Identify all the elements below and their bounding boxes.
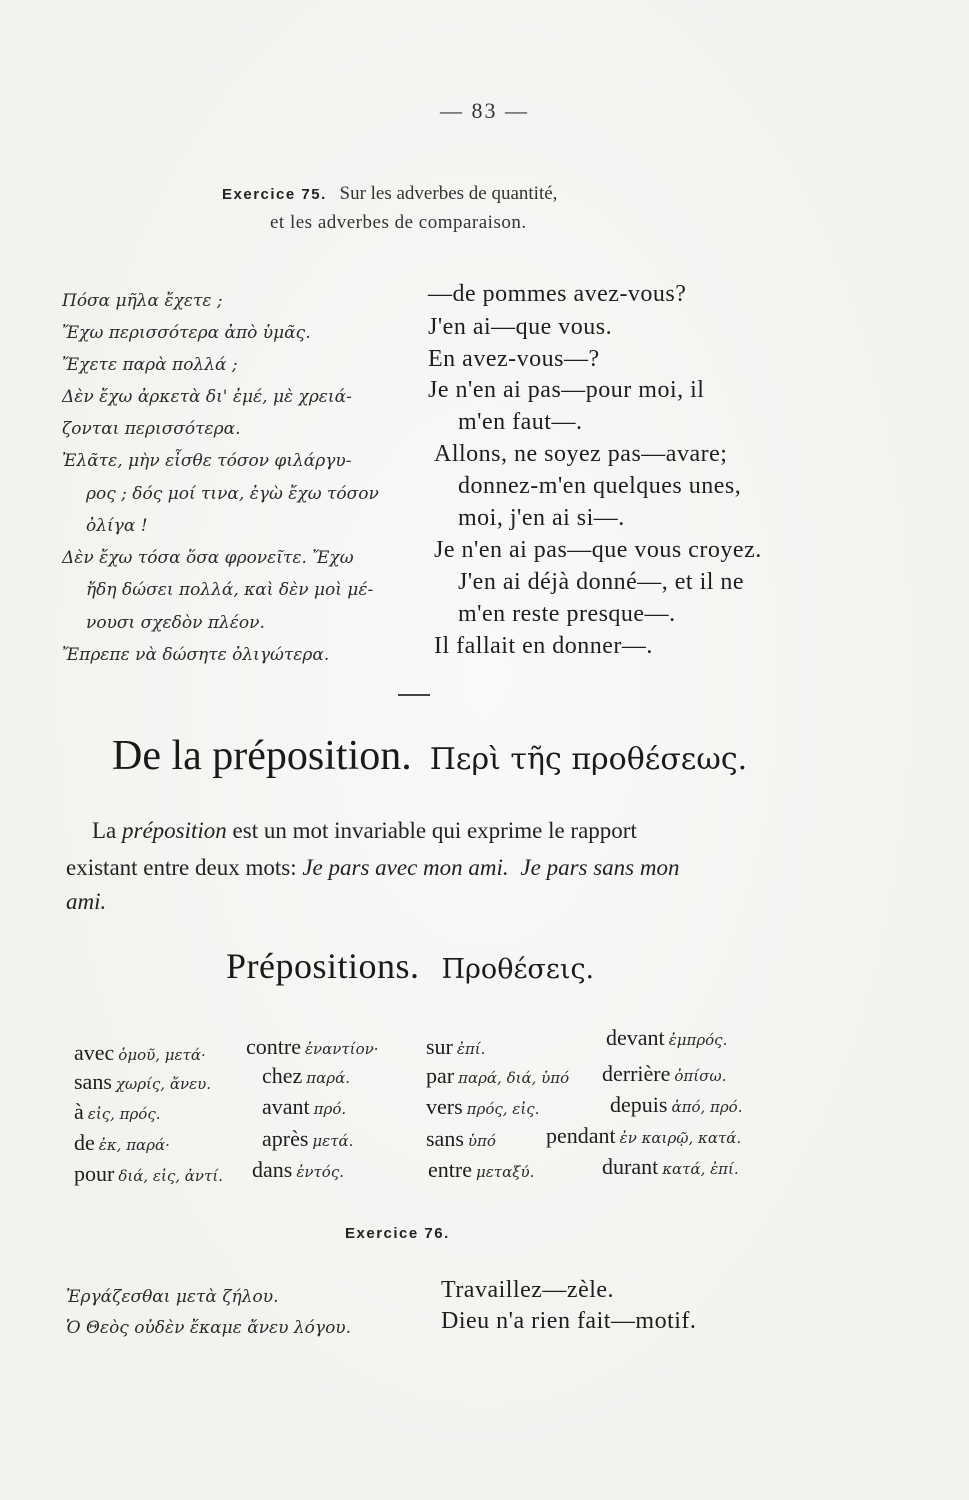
preposition-french: à xyxy=(74,1099,84,1124)
preposition-greek: ὁμοῦ, μετά· xyxy=(118,1046,206,1064)
greek-line: Δὲν ἔχω τόσα ὅσα φρονεῖτε. Ἔχω xyxy=(62,548,354,568)
definition-text: existant entre deux mots: xyxy=(66,855,303,880)
greek-line: ἤδη δώσει πολλά, καὶ δὲν μοὶ μέ- xyxy=(86,580,374,600)
definition-line-3 xyxy=(66,889,106,915)
preposition-french: par xyxy=(426,1063,455,1088)
preposition-entry xyxy=(74,1161,223,1187)
preposition-entry xyxy=(602,1154,739,1180)
preposition-entry xyxy=(610,1092,742,1118)
preposition-french: depuis xyxy=(610,1092,668,1117)
greek-line: Ἔπρεπε νὰ δώσητε ὀλιγώτερα. xyxy=(62,645,330,665)
preposition-greek: μεταξύ. xyxy=(475,1163,535,1181)
french-line: moi, j'en ai si—. xyxy=(458,505,625,531)
prepositions-title-greek: Προθέσεις. xyxy=(441,954,595,985)
preposition-greek: ἀπό, πρό. xyxy=(671,1098,743,1116)
definition-text: est un mot invariable qui exprime le rapport xyxy=(226,818,637,843)
exercise-76-greek-line: Ἐργάζεσθαι μετὰ ζήλου. xyxy=(66,1287,279,1307)
greek-line: Δὲν ἔχω ἀρκετὰ δι' ἐμέ, μὲ χρειά- xyxy=(62,387,352,407)
section-divider xyxy=(398,694,430,696)
preposition-greek: ὀπίσω. xyxy=(674,1067,727,1085)
preposition-french: sur xyxy=(426,1034,453,1059)
greek-line: ὀλίγα ! xyxy=(86,516,148,536)
definition-line-1 xyxy=(92,818,637,844)
french-line: m'en reste presque—. xyxy=(458,601,676,627)
exercise-75-title-line1: Sur les adverbes de quantité, xyxy=(339,183,558,204)
french-line: Allons, ne soyez pas—avare; xyxy=(434,441,728,467)
preposition-french: devant xyxy=(606,1025,665,1050)
preposition-french: de xyxy=(74,1130,95,1155)
section-title xyxy=(112,732,747,780)
preposition-entry xyxy=(74,1069,211,1095)
section-title-greek: Περὶ τῆς προθέσεως. xyxy=(429,742,748,777)
french-line: —de pommes avez-vous? xyxy=(428,281,687,307)
french-line: donnez-m'en quelques unes, xyxy=(458,473,742,499)
greek-line: νουσι σχεδὸν πλέον. xyxy=(86,613,265,633)
exercise-76-label: Exercice 76. xyxy=(345,1225,450,1242)
preposition-entry xyxy=(262,1126,353,1152)
french-line: J'en ai—que vous. xyxy=(428,314,613,340)
preposition-french: avant xyxy=(262,1094,310,1119)
prepositions-title-french: Prépositions. xyxy=(226,946,420,986)
french-line: En avez-vous—? xyxy=(428,346,600,372)
exercise-75-heading xyxy=(222,183,557,205)
preposition-french: pendant xyxy=(546,1123,616,1148)
definition-term: préposition xyxy=(122,818,227,843)
french-line: Je n'en ai pas—que vous croyez. xyxy=(434,537,762,563)
preposition-greek: ἐκ, παρά· xyxy=(98,1136,170,1154)
preposition-entry xyxy=(262,1094,346,1120)
preposition-french: dans xyxy=(252,1157,293,1182)
definition-line-2 xyxy=(66,855,680,881)
preposition-french: chez xyxy=(262,1063,303,1088)
preposition-entry xyxy=(546,1123,741,1149)
preposition-entry xyxy=(252,1157,344,1183)
definition-example: ami. xyxy=(66,889,107,914)
preposition-entry xyxy=(246,1034,378,1060)
preposition-french: contre xyxy=(246,1034,301,1059)
definition-example: Je pars sans mon xyxy=(520,855,680,880)
french-line: m'en faut—. xyxy=(458,409,583,435)
preposition-greek: ἐμπρός. xyxy=(668,1031,728,1049)
definition-example: Je pars avec mon ami. xyxy=(302,855,509,880)
preposition-entry xyxy=(426,1094,539,1120)
preposition-greek: παρά, διά, ὑπό xyxy=(458,1069,570,1087)
preposition-greek: κατά, ἐπί. xyxy=(662,1160,739,1178)
greek-line: Πόσα μῆλα ἔχετε ; xyxy=(62,291,223,311)
preposition-entry xyxy=(602,1061,726,1087)
preposition-entry xyxy=(428,1157,534,1183)
preposition-entry xyxy=(606,1025,727,1051)
greek-line: ζονται περισσότερα. xyxy=(62,419,241,439)
greek-line: Ἔχω περισσότερα ἀπὸ ὑμᾶς. xyxy=(62,323,311,343)
french-line: Il fallait en donner—. xyxy=(434,633,653,659)
preposition-greek: ἐντός. xyxy=(296,1163,344,1181)
preposition-greek: εἰς, πρός. xyxy=(87,1105,161,1123)
preposition-greek: διά, εἰς, ἀντί. xyxy=(118,1167,223,1185)
preposition-french: durant xyxy=(602,1154,659,1179)
preposition-greek: πρό. xyxy=(313,1100,347,1118)
preposition-greek: ἐν καιρῷ, κατά. xyxy=(619,1129,742,1147)
section-title-french: De la préposition. xyxy=(112,733,412,779)
preposition-french: vers xyxy=(426,1094,463,1119)
preposition-entry xyxy=(74,1040,206,1066)
preposition-greek: μετά. xyxy=(312,1132,354,1150)
preposition-french: pour xyxy=(74,1161,115,1186)
preposition-french: avec xyxy=(74,1040,115,1065)
preposition-greek: ὑπό xyxy=(467,1132,496,1150)
preposition-entry xyxy=(74,1130,170,1156)
page-number: — 83 — xyxy=(440,98,529,123)
french-line: J'en ai déjà donné—, et il ne xyxy=(458,569,745,595)
exercise-75-title-line2: et les adverbes de comparaison. xyxy=(270,212,527,233)
preposition-french: après xyxy=(262,1126,309,1151)
preposition-greek: χωρίς, ἄνευ. xyxy=(115,1075,212,1093)
preposition-french: sans xyxy=(426,1126,464,1151)
preposition-greek: πρός, εἰς. xyxy=(466,1100,540,1118)
exercise-75-label: Exercice 75. xyxy=(222,186,327,203)
definition-text: La xyxy=(92,818,123,843)
greek-line: Ἐλᾶτε, μὴν εἶσθε τόσον φιλάργυ- xyxy=(62,451,352,471)
french-line: Je n'en ai pas—pour moi, il xyxy=(428,377,705,403)
preposition-entry xyxy=(74,1099,161,1125)
preposition-entry xyxy=(426,1126,496,1152)
preposition-greek: ἐπί. xyxy=(456,1040,486,1058)
preposition-greek: παρά. xyxy=(306,1069,351,1087)
greek-line: ρος ; δός μοί τινα, ἐγὼ ἔχω τόσον xyxy=(86,484,379,504)
preposition-greek: ἐναντίον· xyxy=(304,1040,379,1058)
preposition-french: entre xyxy=(428,1157,472,1182)
exercise-76-french-line: Dieu n'a rien fait—motif. xyxy=(441,1308,697,1334)
preposition-french: sans xyxy=(74,1069,112,1094)
exercise-76-french-line: Travaillez—zèle. xyxy=(441,1277,615,1303)
preposition-entry xyxy=(426,1063,569,1089)
greek-line: Ἔχετε παρὰ πολλά ; xyxy=(62,355,238,375)
prepositions-title xyxy=(226,945,594,987)
exercise-76-greek-line: Ὁ Θεὸς οὐδὲν ἔκαμε ἄνευ λόγου. xyxy=(66,1318,352,1338)
preposition-entry xyxy=(426,1034,485,1060)
preposition-french: derrière xyxy=(602,1061,671,1086)
preposition-entry xyxy=(262,1063,350,1089)
exercise-76-heading xyxy=(345,1222,450,1244)
